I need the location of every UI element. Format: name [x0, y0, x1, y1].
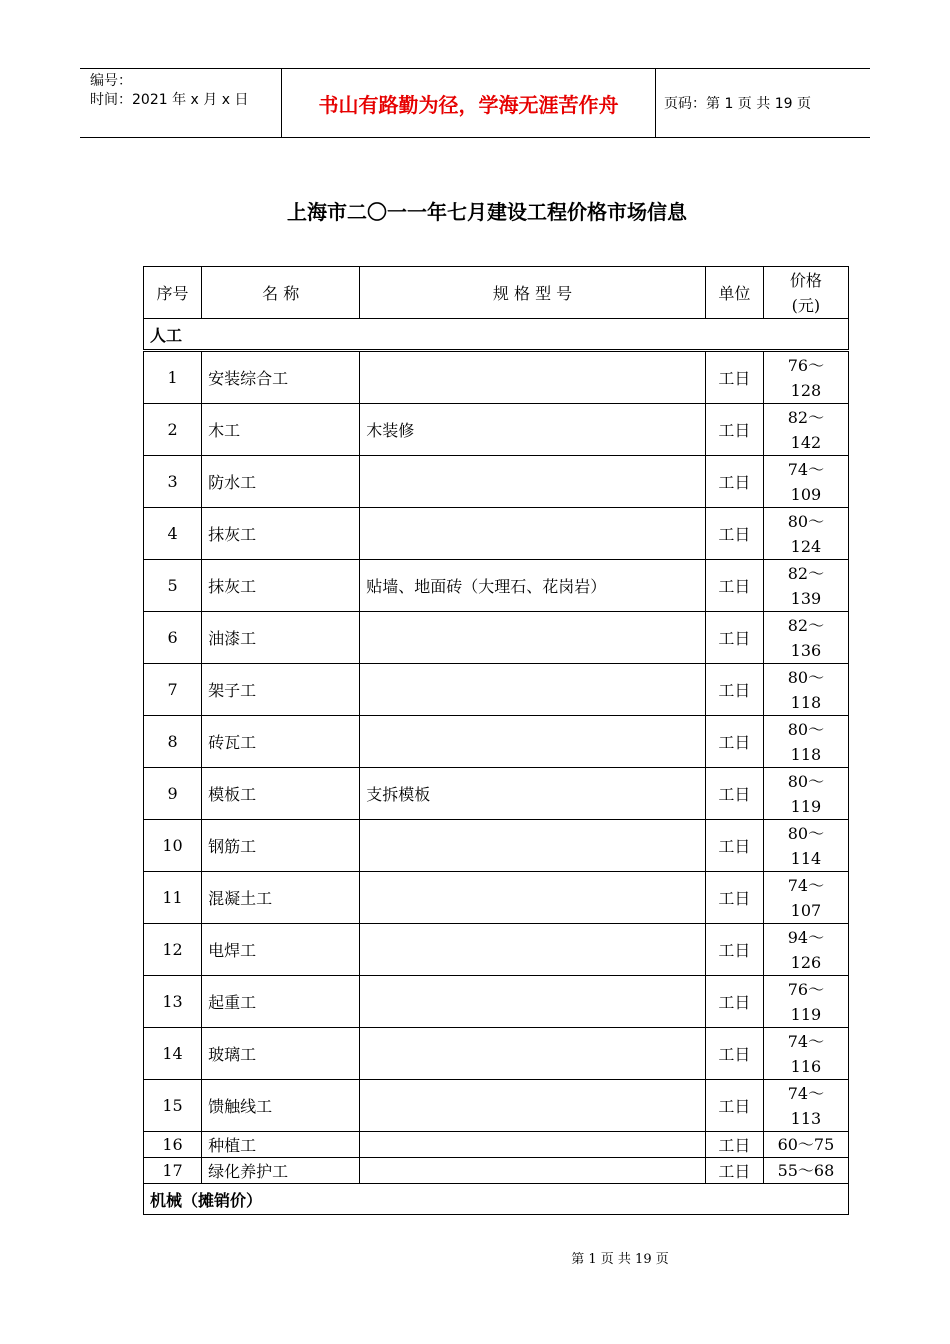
row-name: 架子工 — [202, 664, 360, 716]
row-name: 玻璃工 — [202, 1028, 360, 1080]
row-name: 木工 — [202, 404, 360, 456]
section-machinery-label: 机械（摊销价） — [144, 1184, 849, 1215]
row-unit: 工日 — [705, 1158, 763, 1184]
row-price-line1: 80～ — [787, 511, 825, 531]
table-row — [144, 560, 849, 612]
row-no: 7 — [144, 664, 202, 716]
header-motto: 书山有路勤为径，学海无涯苦作舟 — [281, 69, 656, 137]
row-unit: 工日 — [705, 924, 763, 976]
table-row — [144, 1080, 849, 1132]
row-price-line1: 74～ — [787, 1031, 825, 1051]
row-name: 抹灰工 — [202, 508, 360, 560]
row-no: 2 — [144, 404, 202, 456]
row-no: 6 — [144, 612, 202, 664]
table-row — [144, 404, 849, 456]
row-spec — [360, 924, 705, 976]
row-spec — [360, 508, 705, 560]
row-price — [763, 1028, 848, 1080]
row-price-line2: 118 — [790, 744, 822, 764]
row-spec — [360, 351, 705, 404]
row-unit: 工日 — [705, 872, 763, 924]
row-no: 8 — [144, 716, 202, 768]
document-date: 时间：2021 年 x 月 x 日 — [90, 92, 249, 108]
row-price-line2: 136 — [790, 640, 822, 660]
table-row — [144, 768, 849, 820]
row-unit: 工日 — [705, 1132, 763, 1158]
row-price-line2: 139 — [790, 588, 822, 608]
row-price-line2: 109 — [790, 484, 822, 504]
row-price-line2: 116 — [790, 1056, 822, 1076]
row-price — [763, 456, 848, 508]
table-row — [144, 664, 849, 716]
row-price — [763, 1080, 848, 1132]
row-no: 14 — [144, 1028, 202, 1080]
row-price-line1: 94～ — [787, 927, 825, 947]
header-left-cell — [80, 69, 281, 137]
table-row — [144, 1132, 849, 1158]
row-name: 起重工 — [202, 976, 360, 1028]
row-spec — [360, 1158, 705, 1184]
row-price-line1: 74～ — [787, 459, 825, 479]
row-spec: 贴墙、地面砖（大理石、花岗岩） — [360, 560, 705, 612]
row-price — [763, 820, 848, 872]
row-unit: 工日 — [705, 664, 763, 716]
row-spec — [360, 612, 705, 664]
row-price — [763, 560, 848, 612]
row-unit: 工日 — [705, 820, 763, 872]
row-no: 12 — [144, 924, 202, 976]
row-no: 17 — [144, 1158, 202, 1184]
row-price — [763, 872, 848, 924]
row-name: 电焊工 — [202, 924, 360, 976]
table-row — [144, 976, 849, 1028]
table-row — [144, 924, 849, 976]
row-spec — [360, 716, 705, 768]
row-spec — [360, 1132, 705, 1158]
price-table — [143, 266, 849, 1215]
row-no: 13 — [144, 976, 202, 1028]
table-row — [144, 820, 849, 872]
row-price-line1: 55～68 — [777, 1161, 835, 1180]
row-price-line1: 82～ — [787, 407, 825, 427]
row-price-line2: 114 — [790, 848, 822, 868]
header-name: 名 称 — [202, 267, 360, 319]
row-unit: 工日 — [705, 508, 763, 560]
table-row — [144, 1028, 849, 1080]
row-spec — [360, 872, 705, 924]
document-title: 上海市二〇一一年七月建设工程价格市场信息 — [287, 200, 687, 224]
header-price-line1: 价格 — [789, 270, 822, 290]
row-name: 油漆工 — [202, 612, 360, 664]
row-name: 种植工 — [202, 1132, 360, 1158]
row-unit: 工日 — [705, 1028, 763, 1080]
row-name: 馈触线工 — [202, 1080, 360, 1132]
document-number-label: 编号： — [90, 73, 132, 89]
row-unit: 工日 — [705, 560, 763, 612]
row-price-line1: 76～ — [787, 355, 825, 375]
row-no: 3 — [144, 456, 202, 508]
row-price — [763, 716, 848, 768]
row-unit: 工日 — [705, 351, 763, 404]
row-no: 9 — [144, 768, 202, 820]
row-spec — [360, 820, 705, 872]
row-price — [763, 1132, 848, 1158]
row-no: 10 — [144, 820, 202, 872]
row-no: 16 — [144, 1132, 202, 1158]
row-unit: 工日 — [705, 716, 763, 768]
row-price — [763, 924, 848, 976]
row-price — [763, 976, 848, 1028]
row-price-line2: 118 — [790, 692, 822, 712]
row-spec — [360, 976, 705, 1028]
page-footer: 第 1 页 共 19 页 — [571, 1252, 669, 1267]
row-price — [763, 1158, 848, 1184]
table-row — [144, 872, 849, 924]
row-price — [763, 508, 848, 560]
row-name: 混凝土工 — [202, 872, 360, 924]
row-price-line1: 80～ — [787, 823, 825, 843]
header-no: 序号 — [144, 267, 202, 319]
row-unit: 工日 — [705, 976, 763, 1028]
row-price — [763, 612, 848, 664]
row-price-line2: 128 — [790, 380, 822, 400]
row-spec — [360, 1080, 705, 1132]
row-name: 模板工 — [202, 768, 360, 820]
page-header — [80, 68, 870, 138]
table-row — [144, 456, 849, 508]
row-name: 安装综合工 — [202, 351, 360, 404]
row-price-line2: 119 — [790, 796, 822, 816]
table-row — [144, 716, 849, 768]
row-no: 15 — [144, 1080, 202, 1132]
row-price-line2: 124 — [790, 536, 822, 556]
row-spec — [360, 1028, 705, 1080]
header-page-info: 页码：第 1 页 共 19 页 — [664, 96, 811, 112]
row-price-line1: 80～ — [787, 771, 825, 791]
row-price-line1: 74～ — [787, 875, 825, 895]
row-price-line1: 82～ — [787, 563, 825, 583]
row-spec: 支拆模板 — [360, 768, 705, 820]
row-price-line2: 142 — [790, 432, 822, 452]
table-row — [144, 612, 849, 664]
row-unit: 工日 — [705, 612, 763, 664]
table-row — [144, 351, 849, 404]
row-price-line1: 74～ — [787, 1083, 825, 1103]
row-name: 抹灰工 — [202, 560, 360, 612]
row-price — [763, 768, 848, 820]
row-unit: 工日 — [705, 1080, 763, 1132]
row-name: 绿化养护工 — [202, 1158, 360, 1184]
header-unit: 单位 — [705, 267, 763, 319]
table-header-row — [144, 267, 849, 319]
row-price — [763, 664, 848, 716]
row-name: 砖瓦工 — [202, 716, 360, 768]
row-name: 防水工 — [202, 456, 360, 508]
row-spec — [360, 456, 705, 508]
row-unit: 工日 — [705, 404, 763, 456]
row-price-line1: 80～ — [787, 667, 825, 687]
section-labor-label: 人工 — [144, 319, 849, 351]
row-name: 钢筋工 — [202, 820, 360, 872]
header-price-line2: (元) — [791, 295, 821, 315]
row-no: 4 — [144, 508, 202, 560]
header-price — [763, 267, 848, 319]
row-price-line1: 80～ — [787, 719, 825, 739]
row-price-line2: 119 — [790, 1004, 822, 1024]
row-price-line2: 126 — [790, 952, 822, 972]
row-price-line1: 60～75 — [777, 1135, 835, 1154]
row-price-line2: 107 — [790, 900, 822, 920]
row-price-line1: 76～ — [787, 979, 825, 999]
row-no: 1 — [144, 351, 202, 404]
row-unit: 工日 — [705, 456, 763, 508]
table-row — [144, 1158, 849, 1184]
row-spec — [360, 664, 705, 716]
header-spec: 规 格 型 号 — [360, 267, 705, 319]
row-unit: 工日 — [705, 768, 763, 820]
row-price-line1: 82～ — [787, 615, 825, 635]
section-row-labor — [144, 319, 849, 351]
row-spec: 木装修 — [360, 404, 705, 456]
row-price — [763, 351, 848, 404]
table-row — [144, 508, 849, 560]
row-price-line2: 113 — [790, 1108, 822, 1128]
row-no: 11 — [144, 872, 202, 924]
section-row-machinery — [144, 1184, 849, 1215]
row-no: 5 — [144, 560, 202, 612]
row-price — [763, 404, 848, 456]
